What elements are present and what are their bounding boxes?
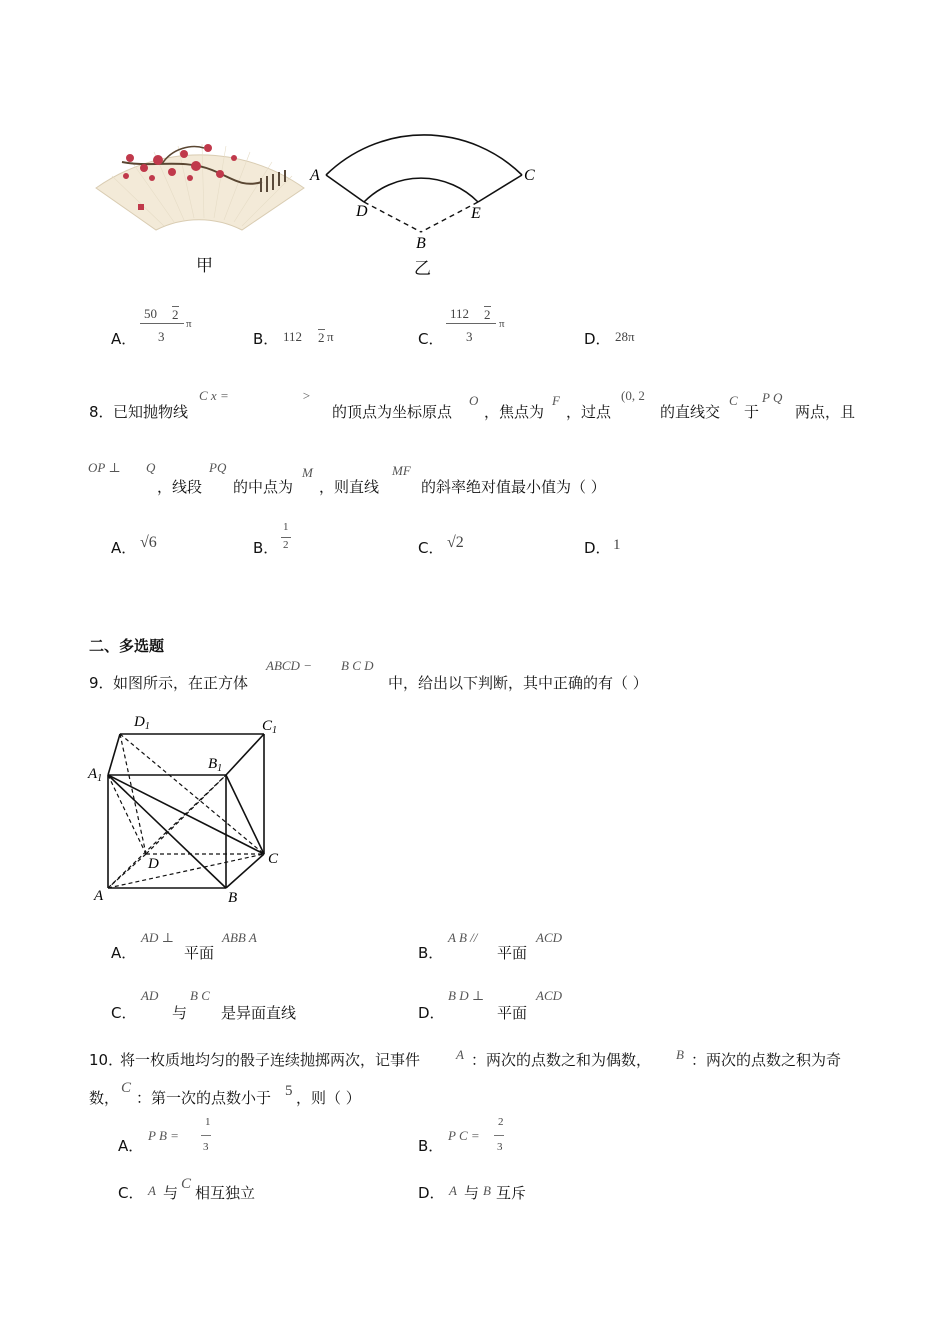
q8-option-b-label: B． [253,539,279,557]
cube-figure [86,708,296,908]
fan-diagram [308,110,544,260]
q8-text-10: ，则直线 [319,478,380,496]
cube-label-B1: $B_1$ [208,756,223,774]
q10-text-6: ，则（ ） [296,1089,361,1107]
q8-option-a-label: A． [111,539,137,557]
q10-option-a-den: 3 [203,1141,209,1153]
q9-option-b-math-2: ACD [536,930,562,945]
cube-label-C: C [268,851,279,867]
cube-label-B: B [228,890,238,906]
q10-option-b-label: B． [418,1137,444,1155]
q8-option-b-den: 2 [283,539,289,551]
q7-option-a-num: 50 [144,306,157,321]
q9-option-c-math: AD [141,988,159,1003]
q10-text-3: ：两次的点数之积为奇 [691,1051,842,1069]
q10-option-b-den: 3 [497,1141,503,1153]
point-A: A [310,167,320,184]
q9-option-b-math: A B // [448,930,478,945]
q8-math-9: M [302,465,313,480]
fan-painting [92,118,312,238]
q8-text-11: 的斜率绝对值最小值为（ ） [421,478,606,496]
q7-option-c-rad: 2 [484,307,491,322]
q10-option-a-num: 1 [205,1116,211,1128]
point-B: B [416,235,426,252]
q7-option-b-pi: π [327,329,334,344]
q8-math-8: PQ [209,460,227,475]
q10-option-b-math: P C = [448,1128,480,1143]
q9-option-c-label: C． [111,1004,137,1022]
q8-math-7b: Q [146,460,156,475]
q10-option-c-label: C． [118,1184,144,1202]
cube-label-D: D [148,856,159,872]
q9-option-d-label: D． [418,1004,445,1022]
q9-option-d-math-2: ACD [536,988,562,1003]
q8-option-b-bar [281,537,291,538]
q10-option-c-text: 与 [163,1184,179,1202]
q8-text-4: ，过点 [566,403,612,421]
q8-math-5: C [729,393,738,408]
q9-option-b-label: B． [418,944,444,962]
q7-option-d-label: D． [584,330,611,348]
q10-option-a-bar [201,1135,211,1136]
q9-option-a-text: 平面 [184,944,215,962]
q7-option-c-label: C． [418,330,444,348]
q10-option-d-math-2: B [483,1183,491,1198]
q10-option-c-math: A [148,1183,156,1198]
q9-math-1: ABCD − [266,658,312,673]
q8-text-1: 已知抛物线 [113,403,189,421]
q8-option-d-label: D． [584,539,611,557]
q8-text-6: 于 [744,403,760,421]
q10-text-1: 将一枚质地均匀的骰子连续抛掷两次，记事件 [120,1051,421,1069]
q10-option-d-text-2: 互斥 [496,1184,527,1202]
q7-option-a-bar [140,323,184,324]
cube-label-A: A [94,888,104,904]
q8-option-a-val: √6 [140,534,157,551]
fan-diagram-label: 乙 [414,259,431,279]
q8-option-c-label: C． [418,539,444,557]
section-2-title: 二、多选题 [89,637,165,655]
q9-text-1: 如图所示，在正方体 [113,674,249,692]
q7-option-d-val: 28π [615,329,635,344]
q10-math-2: B [676,1047,684,1062]
q10-option-d-math: A [449,1183,457,1198]
q8-math-1: C x = [199,388,229,403]
q10-option-c-math-2: C [181,1176,192,1192]
q8-math-1b: > [302,388,311,403]
q7-option-c-pi: π [499,318,505,330]
q8-math-7: OP ⊥ [88,460,121,475]
q8-number: 8． [89,403,114,421]
q8-text-9: 的中点为 [233,478,294,496]
q8-math-6: P Q [762,390,783,405]
q10-option-a-math: P B = [148,1128,179,1143]
q8-text-7: 两点，且 [795,403,856,421]
point-E: E [471,205,481,222]
q8-text-8: ，线段 [157,478,203,496]
point-C: C [524,167,535,184]
q7-option-a-den: 3 [158,329,165,344]
q9-math-1b: B C D [341,658,374,673]
q10-math-4: 5 [285,1083,293,1099]
q10-option-d-text: 与 [464,1184,480,1202]
q9-option-c-math-2: B C [190,988,210,1003]
q8-math-10: MF [392,463,411,478]
q9-option-a-math: AD ⊥ [141,930,174,945]
cube-label-D1: $D_1$ [134,714,150,732]
q7-option-c-bar [446,323,496,324]
q7-option-a-label: A． [111,330,137,348]
q9-option-b-text: 平面 [497,944,528,962]
q10-option-b-bar [494,1135,504,1136]
q10-math-1: A [456,1047,464,1062]
q10-text-2: ：两次的点数之和为偶数， [471,1051,652,1069]
q8-option-c-val: √2 [447,534,464,551]
q10-number: 10． [89,1051,124,1069]
q9-option-a-label: A． [111,944,137,962]
q10-text-5: ：第一次的点数小于 [136,1089,272,1107]
q9-option-d-text: 平面 [497,1004,528,1022]
q7-option-c-den: 3 [466,329,473,344]
q9-option-a-math-2: ABB A [222,930,257,945]
cube-label-C1: $C_1$ [262,718,278,736]
point-D: D [356,203,368,220]
q9-option-c-text: 与 [172,1004,188,1022]
q9-option-c-text-2: 是异面直线 [221,1004,297,1022]
q7-option-b-val: 112 [283,329,303,344]
q8-option-b-num: 1 [283,521,289,533]
q10-math-3: C [121,1080,132,1096]
q8-text-2: 的顶点为坐标原点 [332,403,453,421]
q10-option-b-num: 2 [498,1116,504,1128]
q7-option-b-label: B． [253,330,279,348]
q10-option-a-label: A． [118,1137,144,1155]
q7-option-a-pi: π [186,318,192,330]
q7-option-a-rad: 2 [172,307,179,322]
q8-math-3: F [552,393,560,408]
q9-number: 9． [89,674,114,692]
q7-option-b-rad: 2 [318,330,325,345]
q10-option-c-text-2: 相互独立 [195,1184,256,1202]
q10-option-d-label: D． [418,1184,445,1202]
q8-text-3: ，焦点为 [484,403,545,421]
fan-painting-label: 甲 [196,256,213,276]
q9-option-d-math: B D ⊥ [448,988,485,1003]
q7-option-c-num: 112 [450,306,470,321]
q8-math-2: O [469,393,479,408]
cube-label-A1: $A_1$ [88,766,103,784]
q8-math-4: (0, 2 [621,388,645,403]
q9-text-2: 中，给出以下判断，其中正确的有（ ） [388,674,648,692]
q10-text-4: 数， [89,1089,120,1107]
q8-option-d-val: 1 [613,537,621,553]
q8-text-5: 的直线交 [660,403,721,421]
